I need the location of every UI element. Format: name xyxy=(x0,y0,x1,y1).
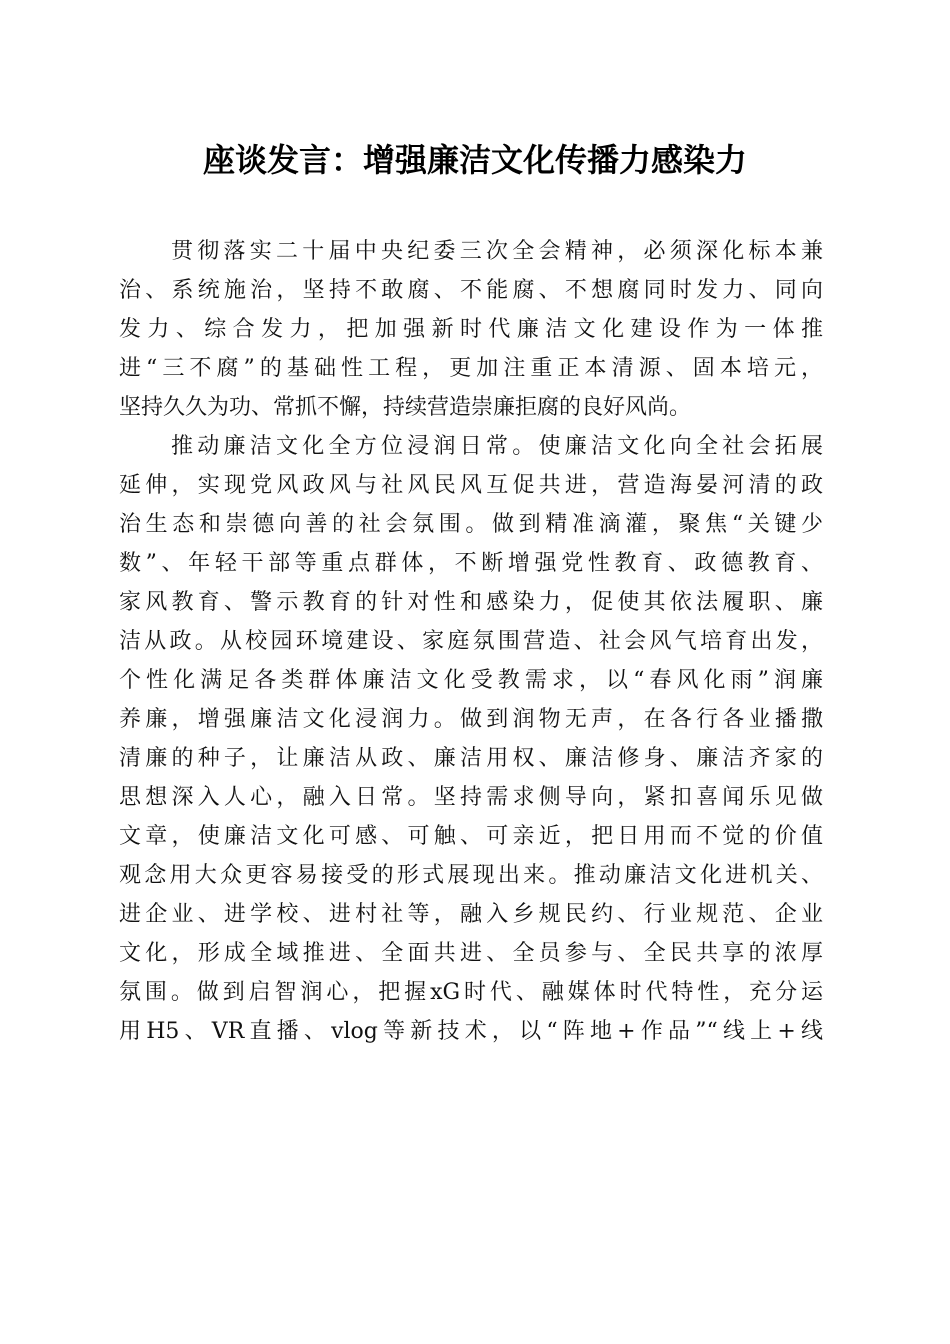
text-line: 观念用大众更容易接受的形式展现出来。推动廉洁文化进机关、 xyxy=(119,863,823,888)
text-line: 贯彻落实二十届中央纪委三次全会精神，必须深化标本兼 xyxy=(171,239,823,264)
text-line: 个性化满足各类群体廉洁文化受教需求，以“春风化雨”润廉 xyxy=(119,668,823,693)
text-line: 家风教育、警示教育的针对性和感染力，促使其依法履职、廉 xyxy=(119,590,823,615)
text-line: 用H5、VR直播、vlog等新技术，以“阵地+作品”“线上+线 xyxy=(119,1019,823,1044)
text-line: 养廉，增强廉洁文化浸润力。做到润物无声，在各行各业播撒 xyxy=(119,707,823,732)
text-line: 推动廉洁文化全方位浸润日常。使廉洁文化向全社会拓展 xyxy=(171,434,823,459)
text-line: 洁从政。从校园环境建设、家庭氛围营造、社会风气培育出发， xyxy=(119,629,823,654)
text-line: 清廉的种子，让廉洁从政、廉洁用权、廉洁修身、廉洁齐家的 xyxy=(119,746,823,771)
text-line: 文章，使廉洁文化可感、可触、可亲近，把日用而不觉的价值 xyxy=(119,824,823,849)
text-line: 治、系统施治，坚持不敢腐、不能腐、不想腐同时发力、同向 xyxy=(119,278,823,303)
text-line: 延伸，实现党风政风与社风民风互促共进，营造海晏河清的政 xyxy=(119,473,823,498)
text-line: 文化，形成全域推进、全面共进、全员参与、全民共享的浓厚 xyxy=(119,941,823,966)
text-line: 思想深入人心，融入日常。坚持需求侧导向，紧扣喜闻乐见做 xyxy=(119,785,823,810)
text-line: 进“三不腐”的基础性工程，更加注重正本清源、固本培元， xyxy=(119,356,823,381)
text-line: 数”、年轻干部等重点群体，不断增强党性教育、政德教育、 xyxy=(119,551,823,576)
text-line: 进企业、进学校、进村社等，融入乡规民约、行业规范、企业 xyxy=(119,902,823,927)
text-line: 发力、综合发力，把加强新时代廉洁文化建设作为一体推 xyxy=(119,317,823,342)
text-line: 坚持久久为功、常抓不懈，持续营造崇廉拒腐的良好风尚。 xyxy=(119,395,692,420)
document-title: 座谈发言：增强廉洁文化传播力感染力 xyxy=(202,141,747,179)
paragraph-intro xyxy=(119,232,823,427)
text-line: 治生态和崇德向善的社会氛围。做到精准滴灌，聚焦“关键少 xyxy=(119,512,823,537)
text-line: 氛围。做到启智润心，把握xG时代、融媒体时代特性，充分运 xyxy=(119,980,823,1005)
paragraph-main xyxy=(119,427,823,1051)
document-body xyxy=(119,232,823,1051)
